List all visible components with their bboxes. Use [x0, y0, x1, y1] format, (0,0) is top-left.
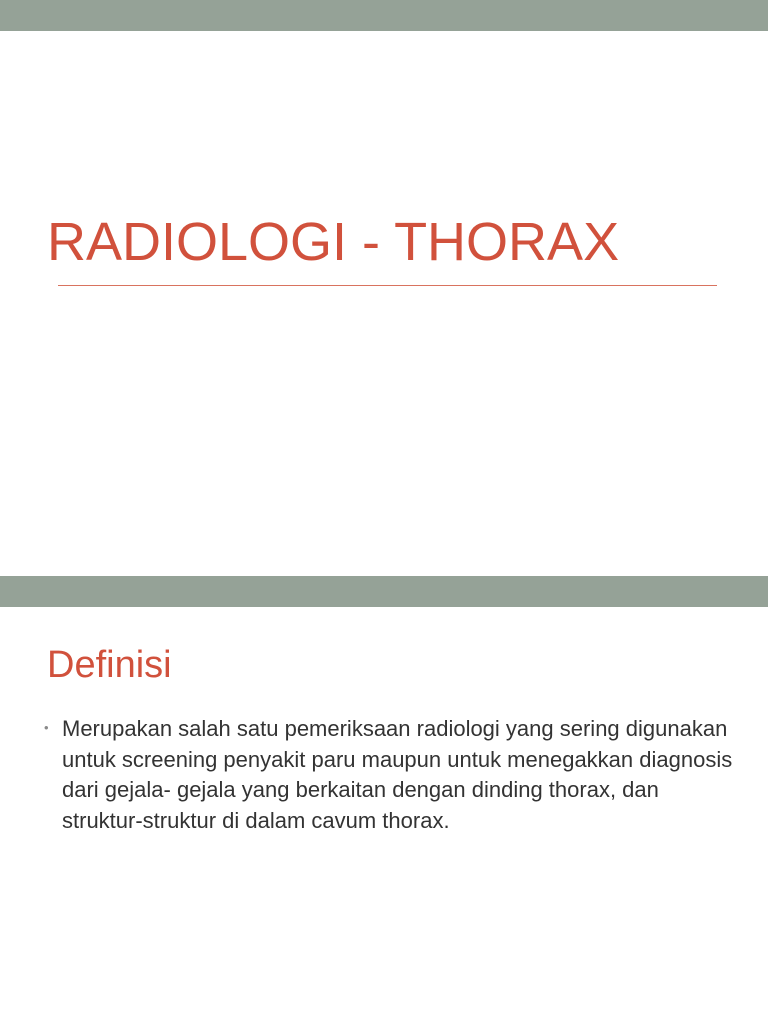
slide-top-bar [0, 0, 768, 31]
slide-top-bar [0, 576, 768, 607]
bullet-marker: • [44, 720, 49, 735]
bullet-text: Merupakan salah satu pemeriksaan radiologi yang sering digunakan untuk screening penyakit paru maupun untuk menegakkan diagnosis dari gejala- gejala yang berkaitan dengan dinding thorax, dan struktur-struktur di dalam cavum thorax. [62, 716, 733, 833]
title-underline [58, 285, 717, 286]
slide-heading: Definisi [47, 644, 172, 686]
bullet-list [44, 714, 734, 836]
content-slide [0, 576, 768, 1024]
bullet-item [44, 714, 734, 836]
slide-title: RADIOLOGI - THORAX [47, 212, 620, 272]
